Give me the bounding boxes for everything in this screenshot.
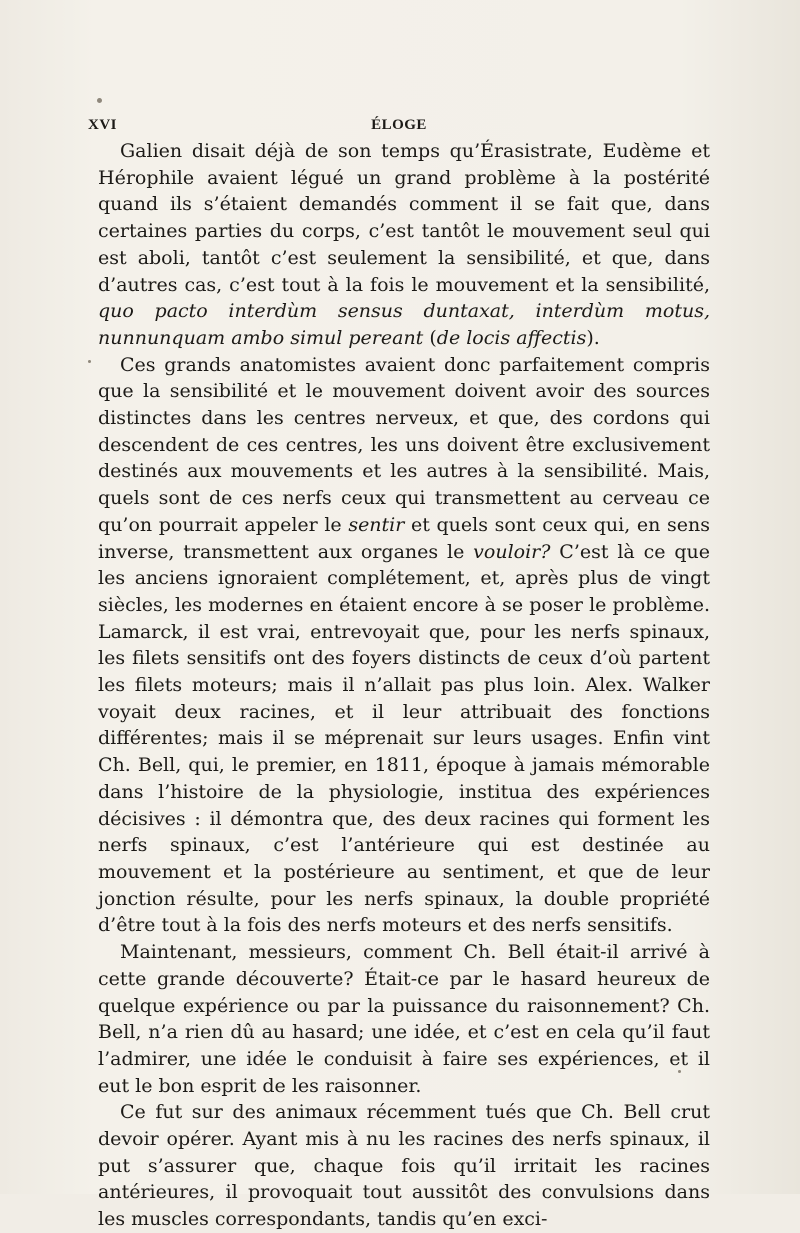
paragraph [98, 939, 710, 1099]
italic-text: sentir [348, 513, 405, 536]
text-run: ( [423, 326, 437, 349]
paragraph [98, 138, 710, 352]
paragraph [98, 352, 710, 939]
text-run: Galien disait déjà de son temps qu’Érasistrate, Eudème et Hérophile avaient légué un grand problème à la postérité quand ils s’étaient demandés comment il se fait que, dans certaines parties du corps, c’est tantôt le mouvement seul qui est aboli, tantôt c’est seulement la sensibilité, et que, dans d’autres cas, c’est tout à la fois le mouvement et la sensibilité, [98, 140, 710, 296]
text-run: C’est là ce que les anciens ignoraient complétement, et, après plus de vingt siècles, les modernes en étaient encore à se poser le problème. Lamarck, il est vrai, entrevoyait que, pour les nerfs spinaux, les filets sensitifs ont des foyers distincts de ceux d’où partent les filets moteurs; mais il n’allait pas plus loin. Alex. Walker voyait deux racines, et il leur attribuait des fonctions différentes; mais il se méprenait sur leurs usages. Enfin vint Ch. Bell, qui, le premier, en 1811, époque à jamais mémorable dans l’histoire de la physiologie, institua des expériences décisives : il démontra que, des deux racines qui forment les nerfs spinaux, c’est l’antérieure qui est destinée au mouvement et la postérieure au sentiment, et que de leur jonction résulte, pour les nerfs spinaux, la double propriété d’être tout à la fois des nerfs moteurs et des nerfs sensitifs. [98, 540, 710, 937]
text-run: Maintenant, messieurs, comment Ch. Bell était-il arrivé à cette grande découverte? Était-ce par le hasard heureux de quelque expérience ou par la puissance du raisonnement? Ch. Bell, n’a rien dû au hasard; une idée, et c’est en cela qu’il faut l’admirer, une idée le conduisit à faire ses expériences, et il eut le bon esprit de les raisonner. [98, 941, 710, 1097]
page-number: XVI [88, 117, 118, 133]
italic-text: quo pacto interdùm sensus duntaxat, interdùm motus, nunnunquam ambo simul pereant [98, 300, 710, 349]
text-run: et quels sont ceux qui, en sens inverse, transmettent aux organes le [98, 513, 710, 563]
paragraph [98, 1099, 710, 1233]
italic-text: de locis affectis [436, 326, 587, 349]
paper-speck [678, 1070, 681, 1073]
paper-speck [88, 360, 91, 363]
body-text [98, 138, 710, 1233]
italic-text: vouloir? [473, 540, 551, 563]
running-head [88, 117, 710, 137]
text-run: Ces grands anatomistes avaient donc parfaitement compris que la sensibilité et le mouvement doivent avoir des sources distinctes dans les centres nerveux, et que, des cordons qui descendent de ces centres, les uns doivent être exclusivement destinés aux mouvements et les autres à la sensibilité. Mais, quels sont de ces nerfs ceux qui transmettent au cerveau ce qu’on pourrait appeler le [98, 353, 710, 536]
text-run: Ce fut sur des animaux récemment tués que Ch. Bell crut devoir opérer. Ayant mis à nu les racines des nerfs spinaux, il put s’assurer que, chaque fois qu’il irritait les racines antérieures, il provoquait tout aussitôt des convulsions dans les muscles correspondants, tandis qu’en exci- [98, 1101, 710, 1231]
running-title: ÉLOGE [371, 117, 427, 133]
text-run: ). [586, 326, 600, 349]
paper-speck [97, 98, 102, 103]
